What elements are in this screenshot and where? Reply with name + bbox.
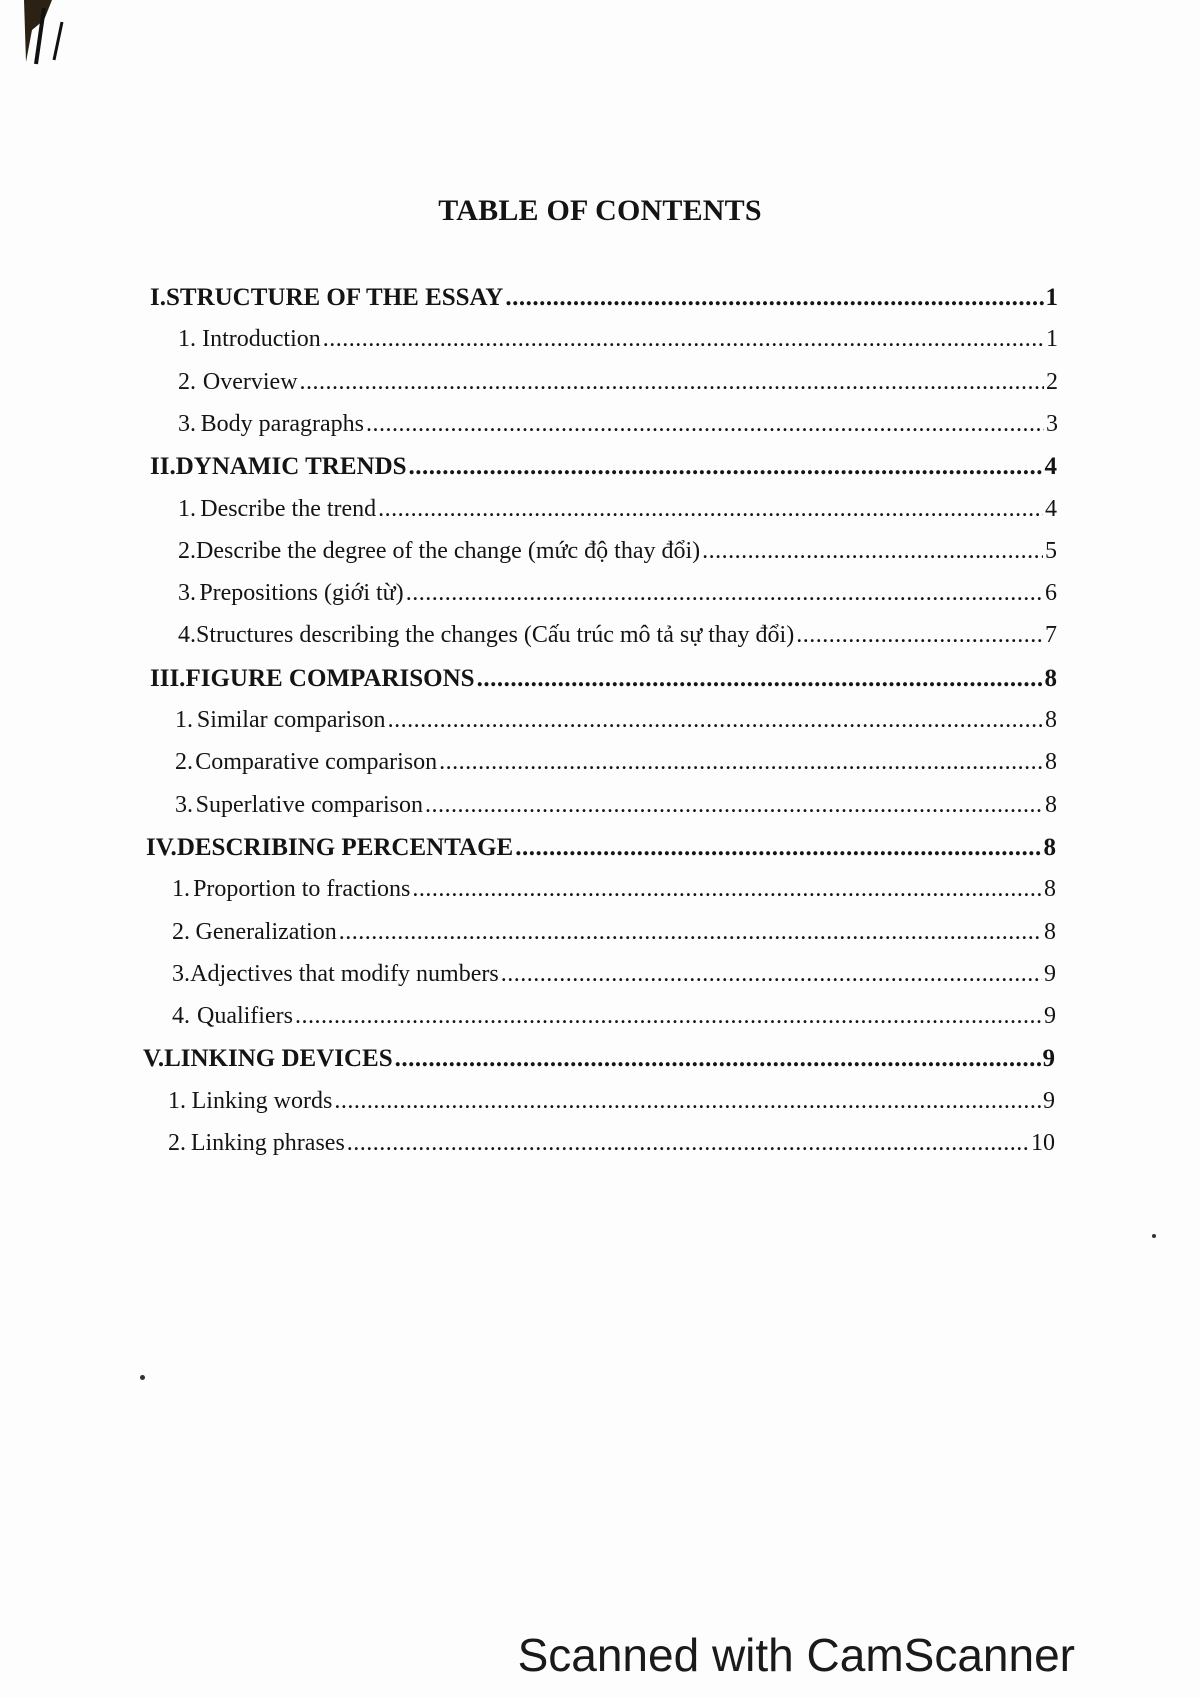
section-numeral: II.	[150, 453, 176, 481]
entry-page-number: 4	[1045, 495, 1057, 522]
dot-leader	[334, 1088, 1041, 1115]
dot-leader	[339, 919, 1042, 946]
section-page-number: 8	[1043, 833, 1056, 861]
dot-leader	[505, 284, 1043, 312]
section-title: DYNAMIC TRENDS	[175, 453, 407, 481]
scan-speck	[1152, 1234, 1156, 1238]
toc-entry-row	[178, 496, 1057, 523]
scan-speck	[140, 1375, 145, 1380]
dot-leader	[295, 1003, 1042, 1030]
section-page-number: 4	[1044, 453, 1057, 481]
toc-entry-row	[168, 1088, 1055, 1115]
section-title: FIGURE COMPARISONS	[185, 664, 475, 692]
entry-title: Linking phrases	[190, 1130, 345, 1156]
section-page-number: 8	[1044, 664, 1057, 692]
entry-title: Adjectives that modify numbers	[190, 960, 499, 987]
dot-leader	[323, 326, 1044, 353]
entry-title: Prepositions (giới từ)	[199, 580, 404, 607]
entry-number: 1.	[172, 876, 190, 903]
dot-leader	[425, 792, 1043, 819]
entry-number: 4.	[178, 622, 196, 649]
toc-entry-row	[175, 707, 1057, 734]
entry-page-number: 7	[1045, 622, 1057, 649]
entry-number: 3.	[178, 410, 196, 437]
section-numeral: I.	[150, 284, 166, 311]
section-title: STRUCTURE OF THE ESSAY	[165, 284, 504, 311]
entry-page-number: 9	[1044, 960, 1056, 987]
toc-entry-row	[178, 411, 1058, 438]
camscanner-watermark: Scanned with CamScanner	[517, 1629, 1075, 1681]
entry-title: Comparative comparison	[195, 749, 438, 776]
entry-title: Describe the trend	[200, 495, 377, 522]
section-title: LINKING DEVICES	[164, 1045, 393, 1073]
dot-leader	[406, 580, 1043, 607]
entry-title: Proportion to fractions	[193, 876, 411, 903]
dot-leader	[439, 749, 1043, 776]
entry-number: 2.	[178, 368, 196, 395]
entry-page-number: 8	[1045, 791, 1057, 818]
entry-title: Qualifiers	[196, 1003, 293, 1030]
entry-page-number: 5	[1045, 537, 1057, 564]
dot-leader	[515, 834, 1041, 862]
dot-leader	[347, 1130, 1029, 1157]
toc-section-row	[150, 665, 1057, 693]
entry-number: 1.	[178, 326, 196, 353]
section-page-number: 9	[1042, 1045, 1055, 1073]
entry-title: Overview	[202, 368, 298, 395]
dot-leader	[395, 1045, 1041, 1073]
section-numeral: III.	[150, 664, 186, 692]
toc-entry-row	[178, 326, 1058, 353]
entry-number: 1.	[168, 1087, 186, 1114]
dot-leader	[300, 369, 1044, 396]
entry-number: 2.	[175, 749, 193, 776]
dot-leader	[378, 496, 1043, 523]
dot-leader	[388, 707, 1043, 734]
toc-entry-row	[175, 792, 1057, 819]
entry-page-number: 8	[1044, 918, 1056, 945]
entry-page-number: 10	[1031, 1130, 1055, 1156]
section-numeral: V.	[143, 1045, 165, 1073]
entry-number: 2.	[172, 918, 190, 945]
entry-title: Structures describing the changes (Cấu trúc mô tả sự thay đổi)	[196, 622, 795, 649]
dot-leader	[501, 961, 1042, 988]
dot-leader	[409, 453, 1043, 481]
dot-leader	[412, 876, 1042, 903]
entry-title: Body paragraphs	[200, 410, 364, 437]
toc-entry-row	[172, 961, 1056, 988]
toc-section-row	[150, 284, 1058, 312]
toc-section-row	[143, 1045, 1055, 1073]
entry-number: 4.	[172, 1003, 190, 1030]
entry-page-number: 8	[1045, 707, 1057, 733]
entry-title: Superlative comparison	[195, 791, 423, 818]
entry-page-number: 9	[1044, 1003, 1056, 1030]
entry-page-number: 1	[1046, 326, 1058, 353]
toc-section-row	[146, 834, 1056, 862]
dot-leader	[477, 665, 1043, 693]
entry-title: Describe the degree of the change (mức độ thay đổi)	[196, 537, 701, 564]
entry-title: Linking words	[191, 1087, 333, 1114]
toc-entry-row	[178, 580, 1057, 607]
entry-page-number: 3	[1046, 410, 1058, 437]
toc-entry-row	[168, 1130, 1055, 1157]
entry-number: 1.	[178, 495, 196, 522]
section-title: DESCRIBING PERCENTAGE	[176, 833, 514, 861]
entry-page-number: 2	[1046, 368, 1058, 395]
toc-entry-row	[178, 622, 1057, 649]
entry-page-number: 6	[1045, 580, 1057, 607]
entry-number: 1.	[175, 707, 193, 733]
dot-leader	[796, 622, 1043, 649]
entry-title: Introduction	[202, 326, 321, 353]
toc-entry-row	[172, 919, 1056, 946]
toc-entry-row	[172, 876, 1056, 903]
entry-page-number: 8	[1044, 876, 1056, 903]
entry-page-number: 8	[1045, 749, 1057, 776]
section-page-number: 1	[1045, 284, 1058, 311]
section-numeral: IV.	[146, 833, 177, 861]
entry-number: 2.	[168, 1130, 186, 1156]
toc-entry-row	[175, 749, 1057, 776]
toc-entry-row	[178, 538, 1057, 565]
entry-number: 2.	[178, 537, 196, 564]
entry-title: Similar comparison	[196, 707, 386, 733]
dot-leader	[702, 538, 1043, 565]
entry-number: 3.	[172, 960, 190, 987]
entry-title: Generalization	[195, 918, 337, 945]
entry-number: 3.	[175, 791, 193, 818]
entry-number: 3.	[178, 580, 196, 607]
dot-leader	[366, 411, 1044, 438]
toc-entry-row	[178, 369, 1058, 396]
entry-page-number: 9	[1043, 1087, 1055, 1114]
toc-section-row	[150, 453, 1057, 481]
document-title: TABLE OF CONTENTS	[438, 194, 762, 227]
toc-entry-row	[172, 1003, 1056, 1030]
